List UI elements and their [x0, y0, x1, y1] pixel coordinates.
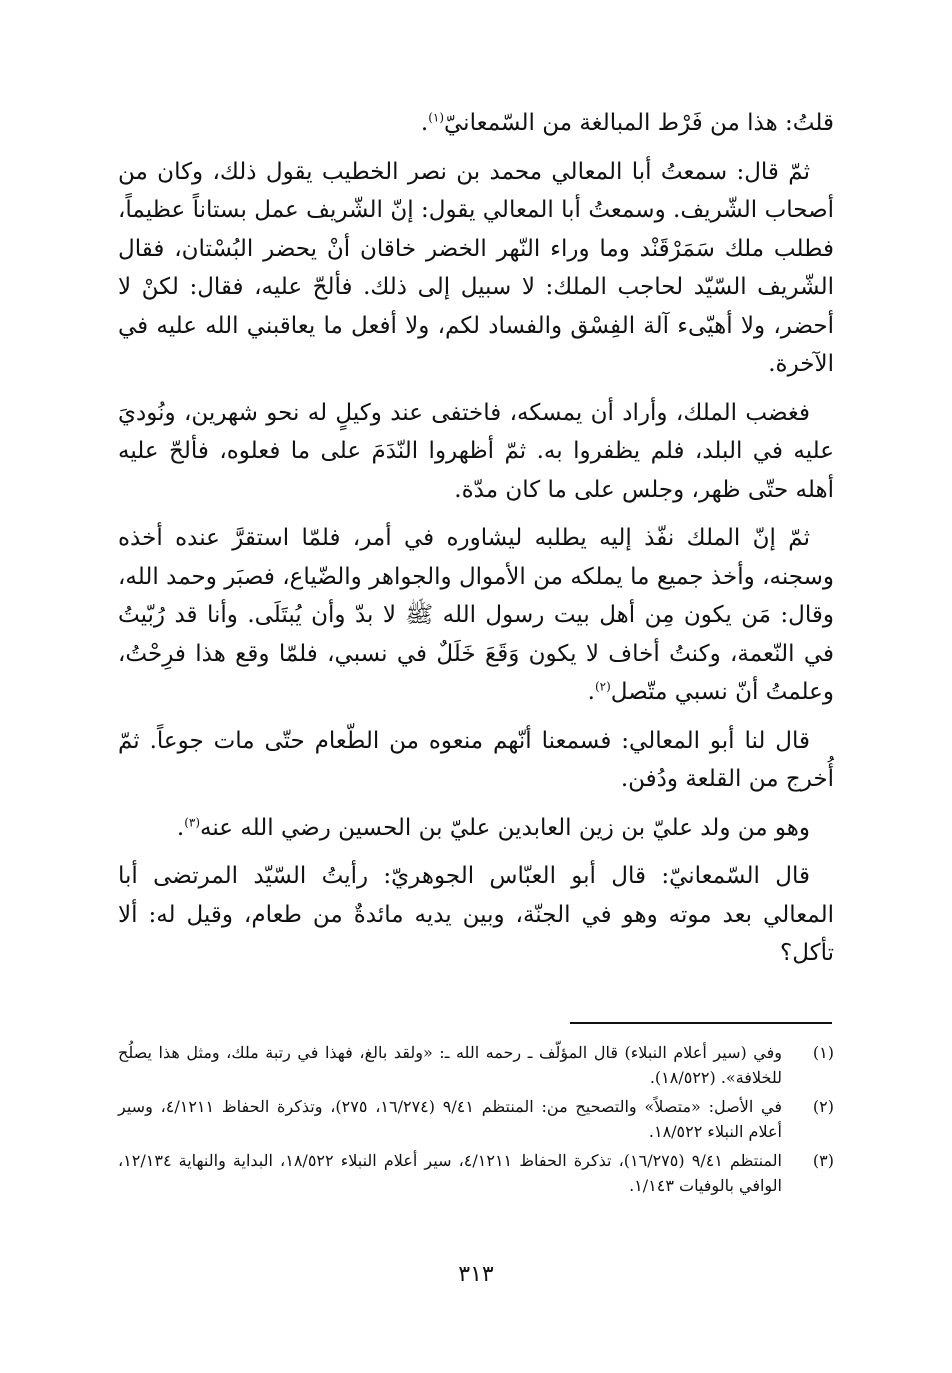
footnote-item — [118, 1040, 834, 1090]
footnote-ref-2[interactable]: (٢) — [594, 679, 611, 694]
footnote-text: في الأصل: «متصلاً» والتصحيح من: المنتظم ٩/٤١ (١٦/٢٧٤، ٢٧٥)، وتذكرة الحفاظ ٤/١٢١١، وسير أعلام النبلاء ١٨/٥٢٢. — [118, 1097, 783, 1141]
paragraph-1: قلتُ: هذا من فَرْط المبالغة من السّمعانيّ$^{(١)}$. — [420, 110, 834, 136]
paragraph-5: قال لنا أبو المعالي: فسمعنا أنّهم منعوه من الطّعام حتّى مات جوعاً. ثمّ أُخرج من القلعة ودُفن. — [118, 727, 834, 792]
paragraph-3: فغضب الملك، وأراد أن يمسكه، فاختفى عند وكيلٍ له نحو شهرين، ونُوديَ عليه في البلد، فلم يظفروا به. ثمّ أظهروا النّدَمَ على ما فعلوه، فألحّ عليه أهله حتّى ظهر، وجلس على ما كان مدّة. — [118, 399, 834, 503]
paragraph-2: ثمّ قال: سمعتُ أبا المعالي محمد بن نصر الخطيب يقول ذلك، وكان من أصحاب الشّريف. وسمعتُ أبا المعالي يقول: إنّ الشّريف عمل بستاناً عظيماً، فطلب ملك سَمَرْقَنْد وما وراء النّهر الخضر خاقان أنْ يحضر البُسْتان، فقال الشّريف السّيّد لحاجب الملك: لا سبيل إلى ذلك. فألحّ عليه، فقال: لكنْ لا أحضر، ولا أهيّىء آلة الفِسْق والفساد لكم، ولا أفعل ما يعاقبني الله عليه في الآخرة. — [118, 158, 834, 377]
paragraph-6: وهو من ولد عليّ بن زين العابدين عليّ بن الحسين رضي الله عنه$^{(٣)}$. — [176, 814, 810, 841]
main-text — [118, 104, 834, 983]
footnote-ref-3[interactable]: (٣) — [184, 814, 201, 829]
footnote-number: (١) — [812, 1043, 834, 1062]
page-number: ٣١٣ — [458, 1262, 494, 1287]
footnote-item — [118, 1094, 834, 1144]
footnote-text: وفي (سير أعلام النبلاء) قال المؤلّف ـ رحمه الله ـ: «ولقد بالغ، فهذا في رتبة ملك، ومثل هذا يصلُح للخلافة». (١٨/٥٢٢). — [118, 1043, 782, 1087]
paragraph-7: قال السّمعانيّ: قال أبو العبّاس الجوهريّ: رأيتُ السّيّد المرتضى أبا المعالي بعد موته وهو في الجنّة، وبين يديه مائدةٌ من طعام، وقيل له: ألا تأكل؟ — [118, 863, 834, 966]
footnote-text: المنتظم ٩/٤١ (١٦/٢٧٥)، تذكرة الحفاظ ٤/١٢١١، سير أعلام النبلاء ١٨/٥٢٢، البداية والنهاية ١٢/١٣٤، الوافي بالوفيات ١/١٤٣. — [118, 1151, 783, 1195]
footnote-ref-1[interactable]: (١) — [428, 110, 445, 125]
footnote-number: (٣) — [812, 1151, 834, 1170]
paragraph-4: ثمّ إنّ الملك نفّذ إليه يطلبه ليشاوره في أمر، فلمّا استقرَّ عنده أخذه وسجنه، وأخذ جميع ما يملكه من الأموال والجواهر والضّياع، فصبَر وحمد الله، وقال: مَن يكون مِن أهل بيت رسول الله ﷺ لا بدّ وأن يُبتَلَى. وأنا قد رُبّيتُ في النّعمة، وكنتُ أخاف لا يكون وَقَعَ خَلَلٌ في نسبي، فلمّا وقع هذا فرِحْتُ، وعلمتُ أنّ نسبي متّصل$^{(٢)}$. — [118, 525, 834, 705]
footnotes — [118, 1040, 834, 1202]
footnote-number: (٢) — [812, 1097, 834, 1116]
footnote-separator — [570, 1022, 832, 1024]
footnote-item — [118, 1148, 834, 1198]
